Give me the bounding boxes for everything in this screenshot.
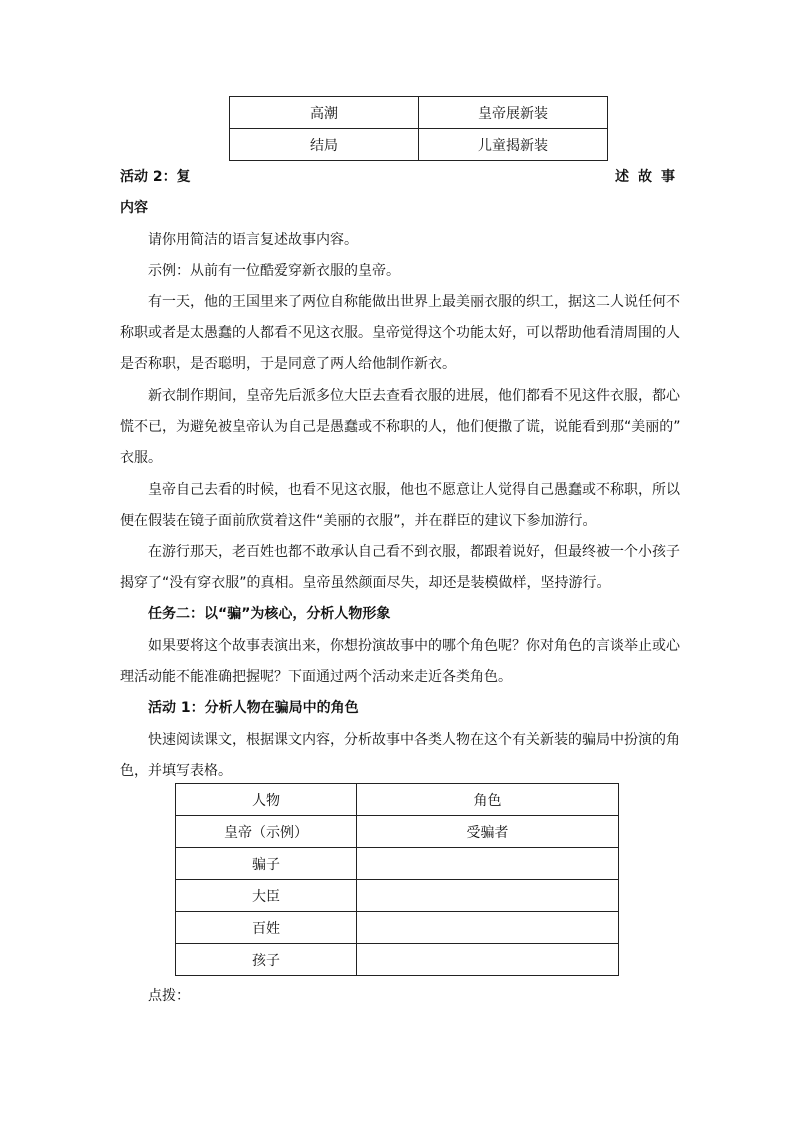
paragraph-line: 慌不已，为避免被皇帝认为自己是愚蠢或不称职的人，他们便撒了谎，说能看到那“美丽的” bbox=[120, 419, 681, 435]
header-person: 人物 bbox=[176, 784, 357, 816]
activity2-heading-wrap: 内容 bbox=[120, 200, 148, 216]
activity2-heading bbox=[120, 166, 675, 186]
paragraph-line: 衣服。 bbox=[120, 450, 162, 466]
role-cell: 受骗者 bbox=[357, 816, 619, 848]
table-row bbox=[176, 816, 619, 848]
role-cell[interactable] bbox=[357, 944, 619, 976]
person-cell: 孩子 bbox=[176, 944, 357, 976]
table-row bbox=[230, 97, 608, 129]
section-heading: 活动 1：分析人物在骗局中的角色 bbox=[148, 700, 359, 716]
header-role: 角色 bbox=[357, 784, 619, 816]
table-row bbox=[176, 944, 619, 976]
role-cell[interactable] bbox=[357, 912, 619, 944]
paragraph-line: 称职或者是太愚蠢的人都看不见这衣服。皇帝觉得这个功能太好，可以帮助他看清周围的人 bbox=[120, 325, 680, 341]
paragraph-line: 有一天，他的王国里来了两位自称能做出世界上最美丽衣服的织工，据这二人说任何不 bbox=[148, 294, 680, 310]
plot-content-cell: 儿童揭新装 bbox=[419, 129, 608, 161]
section-heading: 任务二：以“骗”为核心，分析人物形象 bbox=[148, 606, 391, 622]
plot-content-cell: 皇帝展新装 bbox=[419, 97, 608, 129]
paragraph-line: 新衣制作期间，皇帝先后派多位大臣去查看衣服的进展，他们都看不见这件衣服，都心 bbox=[148, 388, 680, 404]
table-row bbox=[176, 880, 619, 912]
paragraph-line: 快速阅读课文，根据课文内容，分析故事中各类人物在这个有关新装的骗局中扮演的角 bbox=[148, 732, 680, 748]
role-cell[interactable] bbox=[357, 880, 619, 912]
activity2-heading-right: 述 故 事 bbox=[615, 169, 675, 185]
paragraph-line: 点拨： bbox=[148, 988, 190, 1004]
person-cell: 大臣 bbox=[176, 880, 357, 912]
person-cell: 百姓 bbox=[176, 912, 357, 944]
paragraph-line: 如果要将这个故事表演出来，你想扮演故事中的哪个角色呢？你对角色的言谈举止或心 bbox=[148, 638, 680, 654]
plot-stage-cell: 高潮 bbox=[230, 97, 419, 129]
paragraph-line: 色，并填写表格。 bbox=[120, 763, 232, 779]
table-header-row bbox=[176, 784, 619, 816]
activity2-heading-left: 活动 2：复 bbox=[120, 169, 191, 185]
plot-table bbox=[229, 96, 608, 161]
paragraph-line: 便在假装在镜子面前欣赏着这件“美丽的衣服”，并在群臣的建议下参加游行。 bbox=[120, 513, 597, 529]
paragraph-line: 是否称职，是否聪明，于是同意了两人给他制作新衣。 bbox=[120, 356, 456, 372]
person-cell: 皇帝（示例） bbox=[176, 816, 357, 848]
role-cell[interactable] bbox=[357, 848, 619, 880]
paragraph-line: 理活动能不能准确把握呢？下面通过两个活动来走近各类角色。 bbox=[120, 669, 512, 685]
paragraph-line: 揭穿了“没有穿衣服”的真相。皇帝虽然颜面尽失，却还是装模做样，坚持游行。 bbox=[120, 575, 611, 591]
role-table bbox=[175, 783, 619, 976]
table-row bbox=[176, 848, 619, 880]
person-cell: 骗子 bbox=[176, 848, 357, 880]
plot-stage-cell: 结局 bbox=[230, 129, 419, 161]
table-row bbox=[176, 912, 619, 944]
table-row bbox=[230, 129, 608, 161]
paragraph-line: 示例：从前有一位酷爱穿新衣服的皇帝。 bbox=[148, 263, 400, 279]
paragraph-line: 皇帝自己去看的时候，也看不见这衣服，他也不愿意让人觉得自己愚蠢或不称职，所以 bbox=[148, 482, 680, 498]
paragraph-line: 请你用简洁的语言复述故事内容。 bbox=[148, 232, 358, 248]
paragraph-line: 在游行那天，老百姓也都不敢承认自己看不到衣服，都跟着说好，但最终被一个小孩子 bbox=[148, 544, 680, 560]
